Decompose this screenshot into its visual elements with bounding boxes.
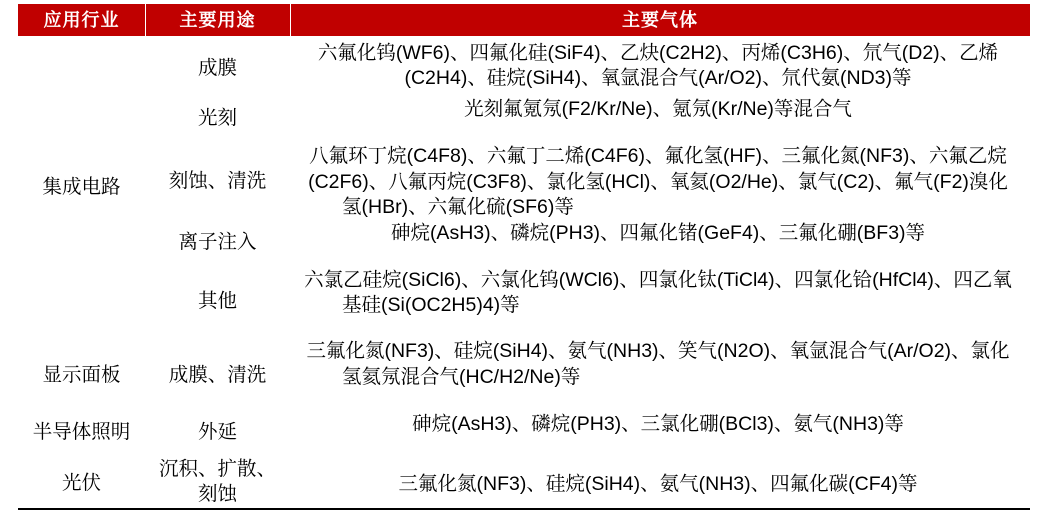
usage-label: 沉积、扩散、 xyxy=(158,458,276,480)
table-bottom-rule xyxy=(18,508,1030,510)
gas-line: 六氯乙硅烷(SiCl6)、六氯化钨(WCl6)、四氯化钛(TiCl4)、四氯化铪(HfCl4)、四乙氧 xyxy=(304,269,1012,291)
gas-line: 氢氦氖混合气(HC/H2/Ne)等 xyxy=(342,366,581,388)
usage-label: 刻蚀、清洗 xyxy=(168,170,267,192)
usage-label: 成膜 xyxy=(197,57,237,79)
usage-label: 成膜、清洗 xyxy=(168,364,267,386)
usage-label: 刻蚀 xyxy=(197,483,237,505)
header-usage: 主要用途 xyxy=(179,10,256,30)
gas-line: 砷烷(AsH3)、磷烷(PH3)、四氟化锗(GeF4)、三氟化硼(BF3)等 xyxy=(390,222,926,244)
usage-label: 外延 xyxy=(197,421,237,443)
gas-line: 八氟环丁烷(C4F8)、六氟丁二烯(C4F6)、氟化氢(HF)、三氟化氮(NF3)、六氟乙烷 xyxy=(309,145,1007,167)
gas-line: (C2H4)、硅烷(SiH4)、氧氩混合气(Ar/O2)、氘代氨(ND3)等 xyxy=(404,67,912,89)
gas-line: 光刻氟氪氖(F2/Kr/Ne)、氪氖(Kr/Ne)等混合气 xyxy=(464,98,852,120)
header-industry: 应用行业 xyxy=(43,10,120,30)
usage-label: 其他 xyxy=(197,290,237,312)
usage-label: 光刻 xyxy=(197,107,237,129)
usage-label: 离子注入 xyxy=(178,231,257,253)
gas-line: 砷烷(AsH3)、磷烷(PH3)、三氯化硼(BCl3)、氨气(NH3)等 xyxy=(412,413,904,435)
gas-line: 六氟化钨(WF6)、四氟化硅(SiF4)、乙炔(C2H2)、丙烯(C3H6)、氘气(D2)、乙烯 xyxy=(317,42,999,64)
gas-line: 三氟化氮(NF3)、硅烷(SiH4)、氨气(NH3)、四氟化碳(CF4)等 xyxy=(398,473,918,495)
gas-line: 三氟化氮(NF3)、硅烷(SiH4)、氨气(NH3)、笑气(N2O)、氧氩混合气(Ar/O2)、氯化 xyxy=(306,340,1010,362)
industry-label: 显示面板 xyxy=(42,364,121,386)
gas-line: 氢(HBr)、六氟化硫(SF6)等 xyxy=(342,196,574,218)
industry-label: 半导体照明 xyxy=(32,421,131,443)
industry-label: 集成电路 xyxy=(42,176,121,198)
table-header xyxy=(18,4,1030,36)
gas-line: 基硅(Si(OC2H5)4)等 xyxy=(342,294,520,316)
header-gases: 主要气体 xyxy=(622,10,698,30)
industry-label: 光伏 xyxy=(61,472,101,494)
gas-line: (C2F6)、八氟丙烷(C3F8)、氯化氢(HCl)、氧氦(O2/He)、氯气(C2)、氟气(F2)溴化 xyxy=(308,171,1008,193)
